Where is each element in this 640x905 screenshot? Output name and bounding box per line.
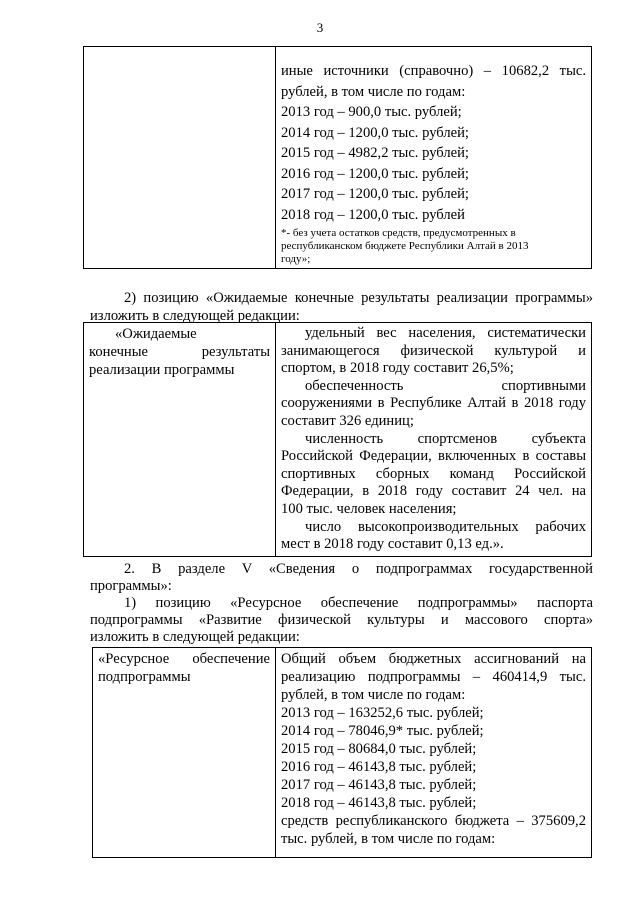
text-line: спортивных сборных команд Российской	[281, 465, 586, 482]
text-line: 2017 год – 1200,0 тыс. рублей;	[281, 186, 469, 202]
text-line: программы»:	[90, 578, 172, 594]
text-line: Федерации, в 2018 году составит 24 чел. на	[281, 483, 586, 500]
text-line: иные источники (справочно) – 10682,2 тыс.	[281, 63, 586, 79]
text-line: 2014 год – 1200,0 тыс. рублей;	[281, 124, 469, 141]
text-line: Российской Федерации, включенных в составы	[281, 448, 586, 465]
text-line: удельный вес населения, систематически	[305, 325, 586, 341]
text-line: рублей, в том числе по годам:	[281, 687, 466, 703]
table-cell-left	[93, 648, 276, 858]
text-line: число высокопроизводительных рабочих	[305, 518, 586, 535]
text-line: рублей, в том числе по годам:	[281, 83, 466, 100]
text-line: 2014 год – 78046,9* тыс. рублей;	[281, 723, 484, 739]
text-line: 1) позицию «Ресурсное обеспечение подпрограммы» паспорта	[124, 595, 593, 611]
text-line: изложить в следующей редакции:	[90, 308, 300, 324]
table-cell-right	[276, 323, 592, 557]
table-cell-right	[276, 648, 592, 858]
text-line: занимающегося физической культурой и	[281, 342, 586, 359]
text-line: 2013 год – 900,0 тыс. рублей;	[281, 104, 462, 120]
table-expected-results	[83, 322, 592, 557]
text-line: Общий объем бюджетных ассигнований на	[281, 651, 586, 667]
text-line: 2015 год – 4982,2 тыс. рублей;	[281, 145, 469, 161]
paragraph-expected-results	[90, 289, 593, 325]
text-line: изложить в следующей редакции:	[90, 629, 300, 645]
page-number: 3	[316, 20, 324, 35]
text-line: 2016 год – 1200,0 тыс. рублей;	[281, 165, 469, 182]
text-line: тыс. рублей, в том числе по годам:	[281, 831, 496, 847]
text-line: 100 тыс. человек населения;	[281, 500, 457, 517]
text-line: 2017 год – 46143,8 тыс. рублей;	[281, 777, 477, 793]
text-line: «Ожидаемые	[115, 326, 197, 342]
text-line: подпрограммы	[98, 669, 191, 685]
footnote-line: году»;	[281, 253, 311, 265]
text-line: обеспеченность спортивными	[305, 377, 586, 394]
table-row	[84, 47, 592, 269]
table-subprogram-resources	[92, 647, 592, 858]
text-line: 2013 год – 163252,6 тыс. рублей;	[281, 705, 484, 721]
text-line: составит 326 единиц;	[281, 412, 414, 429]
text-line: средств республиканского бюджета – 375609,2	[281, 813, 586, 829]
text-line: 2016 год – 46143,8 тыс. рублей;	[281, 759, 477, 775]
text-line: 2015 год – 80684,0 тыс. рублей;	[281, 741, 477, 757]
text-line: 2. В разделе V «Сведения о подпрограммах государственной	[124, 561, 593, 577]
paragraph-section-v	[90, 561, 593, 646]
text-line: конечные результаты	[89, 344, 270, 360]
table-row	[93, 648, 592, 858]
table-resources-continued	[83, 46, 592, 269]
text-line: реализацию подпрограммы – 460414,9 тыс.	[281, 669, 586, 685]
text-line: 2) позицию «Ожидаемые конечные результаты реализации программы»	[124, 290, 593, 306]
text-line: сооружениями в Республике Алтай в 2018 году	[281, 395, 586, 412]
footnote	[281, 227, 586, 266]
table-row	[84, 323, 592, 557]
text-line: численность спортсменов субъекта	[305, 430, 586, 447]
text-line: 2018 год – 1200,0 тыс. рублей	[281, 206, 465, 223]
text-line: реализации программы	[89, 362, 235, 378]
table-cell-right	[276, 47, 592, 269]
text-line: подпрограммы «Развитие физической культуры и массового спорта»	[90, 612, 593, 628]
footnote-line: республиканском бюджете Республики Алтай в 2013	[281, 240, 529, 252]
text-line: 2018 год – 46143,8 тыс. рублей;	[281, 795, 477, 811]
text-line: мест в 2018 году составит 0,13 ед.».	[281, 536, 504, 553]
table-cell-left	[84, 47, 276, 269]
table-cell-left	[84, 323, 276, 557]
footnote-line: *- без учета остатков средств, предусмотренных в	[281, 227, 516, 239]
text-line: спортом, в 2018 году составит 26,5%;	[281, 360, 514, 377]
text-line: «Ресурсное обеспечение	[98, 651, 270, 667]
